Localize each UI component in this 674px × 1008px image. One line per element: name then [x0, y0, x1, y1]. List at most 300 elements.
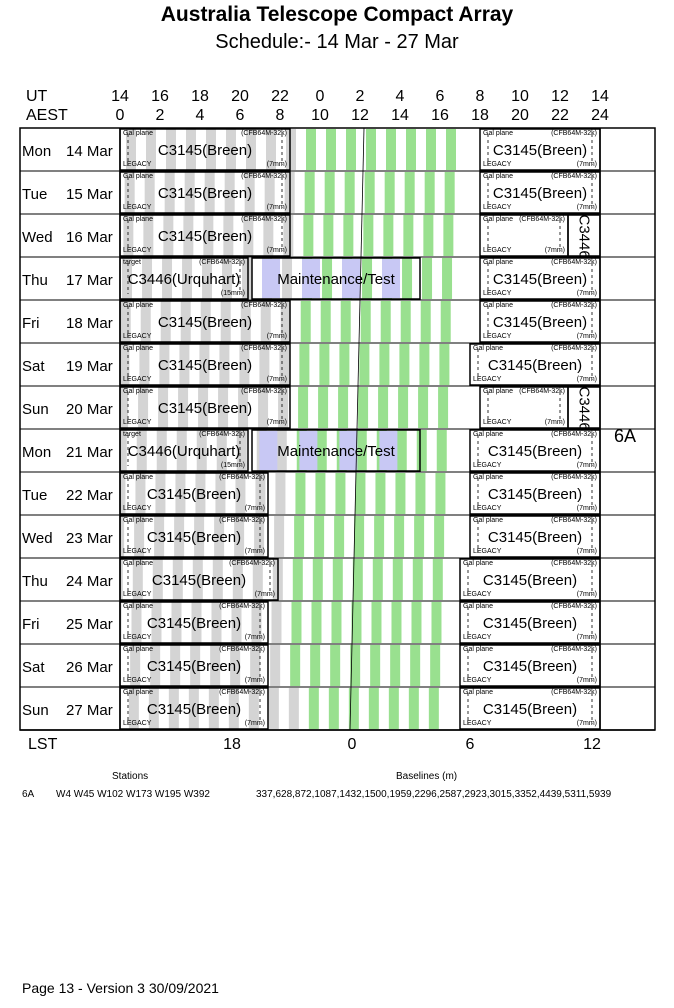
daytime-stripe: [426, 129, 436, 170]
block-note-top-right: (CFB64M-32k): [551, 517, 597, 524]
block-note-top-left: Gal plane: [123, 474, 153, 481]
block-note-top-left: Gal plane: [463, 560, 493, 567]
block-note-top-right: (CFB64M-32k): [519, 388, 565, 395]
block-note-top-right: (CFB64M-32k): [519, 216, 565, 223]
block-note-bottom-left: LEGACY: [463, 720, 492, 727]
block-note-top-right: (CFB64M-32k): [551, 603, 597, 610]
block-note-bottom-right: (7mm): [266, 247, 287, 254]
block-note-top-right: (CFB64M-32k): [551, 173, 597, 180]
block-note-bottom-right: (7mm): [244, 720, 265, 727]
block-note-bottom-right: (7mm): [244, 677, 265, 684]
row-date: 27 Mar: [66, 702, 113, 719]
row-day: Fri: [22, 315, 40, 332]
daytime-stripe: [335, 473, 345, 514]
c3446-vertical-label: C3446: [575, 214, 593, 259]
block-note-top-left: Gal plane: [463, 603, 493, 610]
ut-tick: 8: [475, 88, 485, 105]
block-note-bottom-left: LEGACY: [123, 720, 152, 727]
block-note-top-left: Gal plane: [483, 130, 513, 137]
block-note-bottom-right: (7mm): [576, 505, 597, 512]
block-project-label: C3145(Breen): [157, 314, 253, 331]
block-note-bottom-left: LEGACY: [463, 677, 492, 684]
daytime-stripe: [323, 215, 333, 256]
block-note-top-left: Gal plane: [123, 345, 153, 352]
block-note-bottom-left: LEGACY: [123, 419, 152, 426]
schedule-subtitle: Schedule:- 14 Mar - 27 Mar: [215, 31, 459, 53]
daytime-stripe: [433, 559, 443, 600]
block-note-bottom-right: (7mm): [544, 247, 565, 254]
daytime-stripe: [421, 301, 431, 342]
block-note-bottom-left: LEGACY: [123, 591, 152, 598]
daytime-stripe: [293, 559, 303, 600]
page-title: Australia Telescope Compact Array: [160, 3, 514, 26]
baselines-header: Baselines (m): [396, 771, 458, 782]
lst-tick: 18: [223, 736, 241, 753]
daytime-stripe: [313, 559, 323, 600]
ut-tick: 10: [511, 88, 529, 105]
block-note-top-left: Gal plane: [463, 646, 493, 653]
block-note-top-left: Gal plane: [123, 646, 153, 653]
lst-stripe: [274, 516, 284, 557]
maintenance-label: Maintenance/Test: [277, 443, 395, 460]
daytime-stripe: [339, 344, 349, 385]
daytime-stripe: [431, 602, 441, 643]
block-note-top-right: (CFB64M-32k): [219, 517, 265, 524]
block-note-top-right: (CFB64M-32k): [219, 474, 265, 481]
daytime-stripe: [405, 172, 415, 213]
block-note-top-right: (CFB64M-32k): [219, 689, 265, 696]
block-note-top-left: Gal plane: [123, 130, 153, 137]
block-project-label: C3145(Breen): [157, 400, 253, 417]
block-project-label: C3145(Breen): [151, 572, 247, 589]
daytime-stripe: [363, 215, 373, 256]
block-note-bottom-left: LEGACY: [123, 505, 152, 512]
daytime-stripe: [443, 215, 453, 256]
daytime-stripe: [370, 645, 380, 686]
block-project-label: C3145(Breen): [492, 271, 588, 288]
block-note-bottom-right: (7mm): [266, 419, 287, 426]
block-note-bottom-right: (7mm): [576, 290, 597, 297]
block-note-top-left: Gal plane: [123, 689, 153, 696]
ut-tick: 2: [355, 88, 365, 105]
daytime-stripe: [383, 215, 393, 256]
footer-config: 6A: [22, 789, 35, 800]
block-note-bottom-right: (7mm): [576, 720, 597, 727]
block-note-top-left: Gal plane: [123, 388, 153, 395]
ut-tick: 16: [151, 88, 169, 105]
block-note-bottom-left: LEGACY: [123, 548, 152, 555]
daytime-stripe: [343, 215, 353, 256]
row-date: 16 Mar: [66, 229, 113, 246]
daytime-stripe: [346, 129, 356, 170]
block-note-top-left: Gal plane: [123, 603, 153, 610]
aest-tick: 10: [311, 107, 329, 124]
stations-header: Stations: [112, 771, 149, 782]
daytime-stripe: [385, 172, 395, 213]
daytime-stripe: [386, 129, 396, 170]
row-date: 15 Mar: [66, 186, 113, 203]
aest-tick: 16: [431, 107, 449, 124]
block-note-bottom-right: (7mm): [576, 161, 597, 168]
block-note-bottom-right: (7mm): [576, 634, 597, 641]
block-project-label: C3446(Urquhart): [127, 271, 241, 288]
daytime-stripe: [438, 387, 448, 428]
daytime-stripe: [409, 688, 419, 729]
lst-tick: 12: [583, 736, 601, 753]
daytime-stripe: [358, 387, 368, 428]
daytime-stripe: [319, 344, 329, 385]
block-note-top-left: Gal plane: [463, 689, 493, 696]
row-day: Sat: [22, 358, 45, 375]
daytime-stripe: [434, 516, 444, 557]
daytime-stripe: [435, 473, 445, 514]
aest-tick: 20: [511, 107, 529, 124]
row-day: Sun: [22, 702, 49, 719]
daytime-stripe: [373, 559, 383, 600]
row-date: 18 Mar: [66, 315, 113, 332]
block-project-label: C3145(Breen): [157, 228, 253, 245]
page-info: Page 13 - Version 3 30/09/2021: [22, 980, 219, 996]
block-project-label: C3145(Breen): [146, 529, 242, 546]
block-note-top-right: (CFB64M-32k): [199, 431, 245, 438]
daytime-stripe: [401, 301, 411, 342]
lst-tick: 0: [347, 736, 357, 753]
aest-tick: 14: [391, 107, 409, 124]
block-note-top-right: (CFB64M-32k): [241, 216, 287, 223]
block-note-bottom-right: (7mm): [576, 204, 597, 211]
row-day: Mon: [22, 143, 52, 160]
block-note-bottom-left: LEGACY: [483, 419, 512, 426]
block-note-bottom-left: LEGACY: [473, 505, 502, 512]
daytime-stripe: [406, 129, 416, 170]
block-note-bottom-left: LEGACY: [123, 376, 152, 383]
daytime-stripe: [330, 645, 340, 686]
block-note-bottom-right: (7mm): [576, 677, 597, 684]
daytime-stripe: [366, 129, 376, 170]
block-note-top-right: (CFB64M-32k): [219, 603, 265, 610]
block-note-bottom-right: (7mm): [576, 333, 597, 340]
block-note-bottom-left: LEGACY: [483, 290, 512, 297]
ut-tick: 12: [551, 88, 569, 105]
row-day: Sun: [22, 401, 49, 418]
row-date: 21 Mar: [66, 444, 113, 461]
block-note-bottom-left: LEGACY: [123, 161, 152, 168]
block-note-bottom-left: LEGACY: [463, 634, 492, 641]
daytime-stripe: [441, 301, 451, 342]
block-note-top-left: target: [123, 259, 141, 266]
block-note-bottom-right: (7mm): [576, 376, 597, 383]
array-configuration: 6A: [614, 426, 637, 446]
aest-tick: 4: [195, 107, 205, 124]
lst-axis-label: LST: [28, 736, 58, 753]
daytime-stripe: [371, 602, 381, 643]
block-note-top-right: (CFB64M-32k): [229, 560, 275, 567]
ut-tick: 14: [111, 88, 129, 105]
block-note-top-left: Gal plane: [473, 474, 503, 481]
block-note-top-left: Gal plane: [473, 431, 503, 438]
block-project-label: C3145(Breen): [492, 314, 588, 331]
daytime-stripe: [354, 516, 364, 557]
aest-axis-label: AEST: [26, 107, 68, 124]
block-note-top-left: target: [123, 431, 141, 438]
block-project-label: C3145(Breen): [482, 615, 578, 632]
daytime-stripe: [415, 473, 425, 514]
daytime-stripe: [410, 645, 420, 686]
block-note-bottom-left: LEGACY: [483, 204, 512, 211]
block-project-label: C3145(Breen): [487, 357, 583, 374]
daytime-stripe: [345, 172, 355, 213]
row-date: 25 Mar: [66, 616, 113, 633]
block-note-top-right: (CFB64M-32k): [241, 388, 287, 395]
block-note-bottom-left: LEGACY: [463, 591, 492, 598]
daytime-stripe: [299, 344, 309, 385]
daytime-stripe: [446, 129, 456, 170]
block-note-top-right: (CFB64M-32k): [551, 646, 597, 653]
daytime-stripe: [355, 473, 365, 514]
block-project-label: C3145(Breen): [487, 486, 583, 503]
daytime-stripe: [418, 387, 428, 428]
block-note-bottom-right: (7mm): [576, 462, 597, 469]
aest-tick: 24: [591, 107, 609, 124]
daytime-stripe: [422, 258, 432, 299]
block-project-label: C3446(Urquhart): [127, 443, 241, 460]
daytime-stripe: [310, 645, 320, 686]
daytime-stripe: [318, 387, 328, 428]
lst-tick: 6: [465, 736, 475, 753]
block-note-top-right: (CFB64M-32k): [551, 689, 597, 696]
daytime-stripe: [331, 602, 341, 643]
stations-list: W4 W45 W102 W173 W195 W392: [56, 789, 210, 800]
row-day: Fri: [22, 616, 40, 633]
daytime-stripe: [341, 301, 351, 342]
row-date: 22 Mar: [66, 487, 113, 504]
block-project-label: C3145(Breen): [146, 701, 242, 718]
daytime-stripe: [290, 645, 300, 686]
row-day: Thu: [22, 573, 48, 590]
daytime-stripe: [398, 387, 408, 428]
daytime-stripe: [381, 301, 391, 342]
daytime-stripe: [399, 344, 409, 385]
lst-stripe: [271, 602, 281, 643]
block-note-top-right: (CFB64M-32k): [551, 259, 597, 266]
daytime-stripe: [389, 688, 399, 729]
daytime-stripe: [338, 387, 348, 428]
block-note-top-left: Gal plane: [483, 216, 513, 223]
daytime-stripe: [359, 344, 369, 385]
daytime-stripe: [315, 473, 325, 514]
daytime-stripe: [329, 688, 339, 729]
daytime-stripe: [394, 516, 404, 557]
ut-tick: 22: [271, 88, 289, 105]
block-note-bottom-right: (7mm): [544, 419, 565, 426]
daytime-stripe: [429, 688, 439, 729]
block-project-label: C3145(Breen): [146, 486, 242, 503]
daytime-stripe: [419, 344, 429, 385]
daytime-stripe: [391, 602, 401, 643]
daytime-stripe: [303, 215, 313, 256]
block-project-label: C3145(Breen): [482, 572, 578, 589]
daytime-stripe: [306, 129, 316, 170]
block-note-top-left: Gal plane: [483, 302, 513, 309]
block-note-top-right: (CFB64M-32k): [551, 345, 597, 352]
daytime-stripe: [314, 516, 324, 557]
daytime-stripe: [430, 645, 440, 686]
block-note-bottom-left: LEGACY: [483, 333, 512, 340]
block-note-top-left: Gal plane: [483, 173, 513, 180]
row-date: 14 Mar: [66, 143, 113, 160]
row-day: Thu: [22, 272, 48, 289]
block-note-top-left: Gal plane: [123, 302, 153, 309]
block-note-bottom-left: LEGACY: [123, 634, 152, 641]
block-project-label: C3145(Breen): [157, 142, 253, 159]
daytime-stripe: [326, 129, 336, 170]
daytime-stripe: [311, 602, 321, 643]
block-note-top-left: Gal plane: [123, 173, 153, 180]
row-day: Wed: [22, 229, 53, 246]
daytime-stripe: [305, 172, 315, 213]
daytime-stripe: [361, 301, 371, 342]
daytime-stripe: [379, 344, 389, 385]
block-note-top-right: (CFB64M-32k): [199, 259, 245, 266]
row-day: Sat: [22, 659, 45, 676]
daytime-stripe: [291, 602, 301, 643]
block-note-top-left: Gal plane: [123, 560, 153, 567]
daytime-stripe: [425, 172, 435, 213]
lst-stripe: [270, 645, 280, 686]
daytime-stripe: [439, 344, 449, 385]
aest-tick: 18: [471, 107, 489, 124]
block-note-top-right: (CFB64M-32k): [241, 302, 287, 309]
row-date: 20 Mar: [66, 401, 113, 418]
daytime-stripe: [369, 688, 379, 729]
row-date: 23 Mar: [66, 530, 113, 547]
aest-tick: 12: [351, 107, 369, 124]
block-note-bottom-right: (7mm): [254, 591, 275, 598]
block-note-top-right: (CFB64M-32k): [551, 431, 597, 438]
daytime-stripe: [309, 688, 319, 729]
aest-tick: 6: [235, 107, 245, 124]
block-note-bottom-left: LEGACY: [123, 247, 152, 254]
block-project-label: C3145(Breen): [492, 185, 588, 202]
block-note-bottom-right: (7mm): [266, 161, 287, 168]
daytime-stripe: [294, 516, 304, 557]
maintenance-label: Maintenance/Test: [277, 271, 395, 288]
lst-stripe: [269, 688, 279, 729]
block-project-label: C3145(Breen): [146, 658, 242, 675]
row-day: Wed: [22, 530, 53, 547]
daytime-stripe: [333, 559, 343, 600]
block-note-bottom-left: LEGACY: [483, 247, 512, 254]
block-note-top-left: Gal plane: [483, 388, 513, 395]
ut-tick: 6: [435, 88, 445, 105]
daytime-stripe: [413, 559, 423, 600]
aest-tick: 0: [115, 107, 125, 124]
block-project-label: C3145(Breen): [146, 615, 242, 632]
block-note-bottom-right: (7mm): [266, 333, 287, 340]
aest-tick: 2: [155, 107, 165, 124]
block-note-bottom-right: (7mm): [244, 548, 265, 555]
daytime-stripe: [414, 516, 424, 557]
row-date: 19 Mar: [66, 358, 113, 375]
c3446-vertical-label: C3446: [575, 386, 593, 431]
daytime-stripe: [390, 645, 400, 686]
row-date: 24 Mar: [66, 573, 113, 590]
block-note-top-left: Gal plane: [473, 345, 503, 352]
block-project-label: C3145(Breen): [482, 701, 578, 718]
ut-tick: 20: [231, 88, 249, 105]
lst-stripe: [275, 473, 285, 514]
baselines-list: 337,628,872,1087,1432,1500,1959,2296,2587,2923,3015,3352,4439,5311,5939: [256, 789, 612, 800]
block-note-bottom-right: (7mm): [576, 548, 597, 555]
block-note-top-right: (CFB64M-32k): [219, 646, 265, 653]
daytime-stripe: [395, 473, 405, 514]
daytime-stripe: [393, 559, 403, 600]
block-note-bottom-right: (7mm): [266, 376, 287, 383]
block-note-top-right: (CFB64M-32k): [241, 173, 287, 180]
row-date: 17 Mar: [66, 272, 113, 289]
ut-tick: 18: [191, 88, 209, 105]
block-note-bottom-right: (15mm): [220, 290, 245, 297]
block-note-bottom-right: (7mm): [244, 634, 265, 641]
daytime-stripe: [442, 258, 452, 299]
block-project-label: C3145(Breen): [487, 529, 583, 546]
daytime-stripe: [334, 516, 344, 557]
block-note-bottom-right: (7mm): [244, 505, 265, 512]
daytime-stripe: [325, 172, 335, 213]
aest-tick: 8: [275, 107, 285, 124]
daytime-stripe: [423, 215, 433, 256]
block-note-top-right: (CFB64M-32k): [551, 474, 597, 481]
block-note-top-right: (CFB64M-32k): [551, 560, 597, 567]
block-note-bottom-left: LEGACY: [483, 161, 512, 168]
lst-stripe: [289, 688, 299, 729]
aest-tick: 22: [551, 107, 569, 124]
block-note-bottom-left: LEGACY: [473, 548, 502, 555]
daytime-stripe: [411, 602, 421, 643]
ut-tick: 0: [315, 88, 325, 105]
block-note-bottom-left: LEGACY: [473, 462, 502, 469]
daytime-stripe: [295, 473, 305, 514]
block-note-bottom-right: (15mm): [220, 462, 245, 469]
daytime-stripe: [374, 516, 384, 557]
block-note-top-right: (CFB64M-32k): [241, 345, 287, 352]
daytime-stripe: [365, 172, 375, 213]
row-date: 26 Mar: [66, 659, 113, 676]
row-day: Tue: [22, 487, 48, 504]
block-project-label: C3145(Breen): [487, 443, 583, 460]
ut-tick: 4: [395, 88, 405, 105]
block-note-top-left: Gal plane: [123, 517, 153, 524]
block-note-top-right: (CFB64M-32k): [551, 302, 597, 309]
daytime-stripe: [378, 387, 388, 428]
daytime-stripe: [321, 301, 331, 342]
daytime-stripe: [437, 430, 447, 471]
block-note-top-left: Gal plane: [123, 216, 153, 223]
block-project-label: C3145(Breen): [482, 658, 578, 675]
block-note-bottom-left: LEGACY: [123, 333, 152, 340]
block-note-top-right: (CFB64M-32k): [551, 130, 597, 137]
block-project-label: C3145(Breen): [157, 357, 253, 374]
block-note-bottom-left: LEGACY: [123, 204, 152, 211]
block-note-top-right: (CFB64M-32k): [241, 130, 287, 137]
block-note-bottom-right: (7mm): [576, 591, 597, 598]
block-project-label: C3145(Breen): [157, 185, 253, 202]
daytime-stripe: [301, 301, 311, 342]
row-day: Mon: [22, 444, 52, 461]
block-note-top-left: Gal plane: [483, 259, 513, 266]
row-day: Tue: [22, 186, 48, 203]
daytime-stripe: [375, 473, 385, 514]
